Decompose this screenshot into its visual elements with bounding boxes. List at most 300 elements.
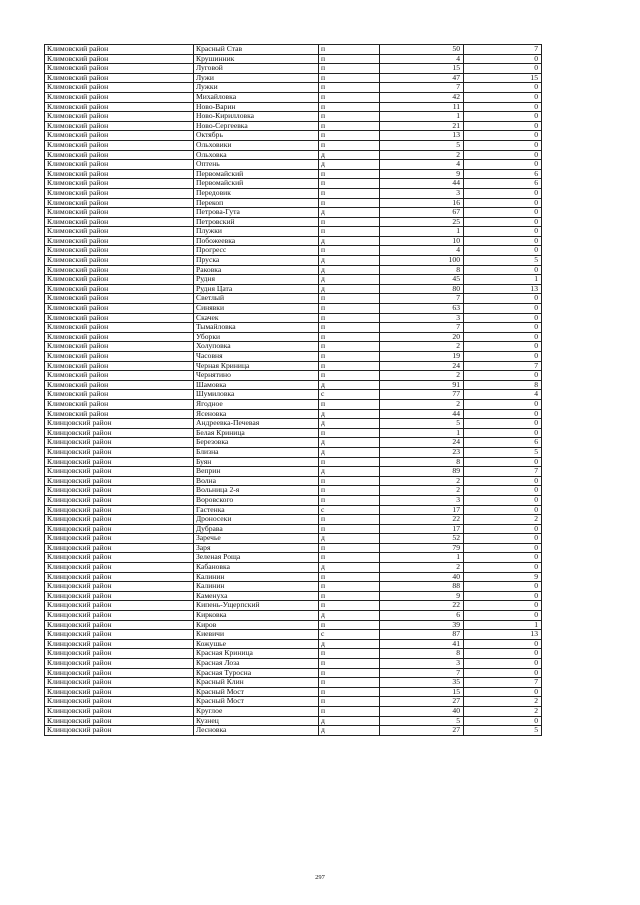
- table-row: [45, 659, 542, 669]
- type-cell: п: [319, 246, 380, 256]
- district-cell: Клинцовский район: [45, 706, 194, 716]
- value-a-cell: 24: [380, 438, 464, 448]
- type-cell: п: [319, 323, 380, 333]
- value-a-cell: 17: [380, 524, 464, 534]
- district-cell: Климовский район: [45, 284, 194, 294]
- district-cell: Климовский район: [45, 294, 194, 304]
- settlement-cell: Дроносеки: [194, 515, 319, 525]
- district-cell: Клинцовский район: [45, 668, 194, 678]
- value-a-cell: 20: [380, 332, 464, 342]
- type-cell: п: [319, 543, 380, 553]
- value-b-cell: 0: [464, 246, 542, 256]
- type-cell: п: [319, 179, 380, 189]
- settlement-cell: Веприн: [194, 467, 319, 477]
- table-row: [45, 563, 542, 573]
- type-cell: п: [319, 352, 380, 362]
- district-cell: Клинцовский район: [45, 659, 194, 669]
- table-row: [45, 668, 542, 678]
- value-a-cell: 40: [380, 572, 464, 582]
- value-a-cell: 5: [380, 716, 464, 726]
- district-cell: Климовский район: [45, 198, 194, 208]
- settlement-cell: Красный Мост: [194, 697, 319, 707]
- settlement-cell: Кабановка: [194, 563, 319, 573]
- type-cell: п: [319, 102, 380, 112]
- district-cell: Климовский район: [45, 188, 194, 198]
- value-a-cell: 89: [380, 467, 464, 477]
- table-row: [45, 265, 542, 275]
- district-cell: Климовский район: [45, 217, 194, 227]
- table-row: [45, 83, 542, 93]
- value-b-cell: 4: [464, 390, 542, 400]
- settlement-cell: Шамовка: [194, 380, 319, 390]
- type-cell: п: [319, 697, 380, 707]
- value-a-cell: 6: [380, 611, 464, 621]
- type-cell: п: [319, 64, 380, 74]
- table-row: [45, 112, 542, 122]
- table-row: [45, 457, 542, 467]
- value-b-cell: 0: [464, 409, 542, 419]
- district-cell: Климовский район: [45, 169, 194, 179]
- value-b-cell: 7: [464, 678, 542, 688]
- table-row: [45, 706, 542, 716]
- page-number: 297: [315, 874, 325, 881]
- value-a-cell: 41: [380, 639, 464, 649]
- district-cell: Клинцовский район: [45, 639, 194, 649]
- type-cell: с: [319, 505, 380, 515]
- table-row: [45, 102, 542, 112]
- type-cell: д: [319, 236, 380, 246]
- type-cell: д: [319, 716, 380, 726]
- district-cell: Климовский район: [45, 73, 194, 83]
- value-b-cell: 6: [464, 438, 542, 448]
- value-b-cell: 2: [464, 697, 542, 707]
- settlement-cell: Рудня: [194, 275, 319, 285]
- table-row: [45, 227, 542, 237]
- type-cell: п: [319, 582, 380, 592]
- table-row: [45, 543, 542, 553]
- table-row: [45, 447, 542, 457]
- value-a-cell: 2: [380, 371, 464, 381]
- value-b-cell: 2: [464, 706, 542, 716]
- settlement-cell: Октябрь: [194, 131, 319, 141]
- district-cell: Клинцовский район: [45, 553, 194, 563]
- settlement-cell: Каменуха: [194, 591, 319, 601]
- table-row: [45, 208, 542, 218]
- type-cell: п: [319, 121, 380, 131]
- value-b-cell: 0: [464, 428, 542, 438]
- table-row: [45, 620, 542, 630]
- value-b-cell: 0: [464, 659, 542, 669]
- settlement-cell: Андреевка-Печевая: [194, 419, 319, 429]
- value-a-cell: 2: [380, 150, 464, 160]
- district-cell: Климовский район: [45, 92, 194, 102]
- settlement-cell: Черная Криница: [194, 361, 319, 371]
- value-b-cell: 5: [464, 256, 542, 266]
- value-b-cell: 0: [464, 121, 542, 131]
- settlement-cell: Зеленая Роща: [194, 553, 319, 563]
- type-cell: п: [319, 495, 380, 505]
- type-cell: п: [319, 649, 380, 659]
- settlement-cell: Оптень: [194, 160, 319, 170]
- value-b-cell: 9: [464, 572, 542, 582]
- settlement-cell: Уборки: [194, 332, 319, 342]
- type-cell: п: [319, 304, 380, 314]
- type-cell: д: [319, 380, 380, 390]
- district-cell: Климовский район: [45, 64, 194, 74]
- value-b-cell: 7: [464, 467, 542, 477]
- district-cell: Клинцовский район: [45, 716, 194, 726]
- settlement-cell: Ново-Кирилловка: [194, 112, 319, 122]
- value-a-cell: 2: [380, 486, 464, 496]
- value-b-cell: 0: [464, 92, 542, 102]
- type-cell: п: [319, 371, 380, 381]
- district-cell: Клинцовский район: [45, 534, 194, 544]
- district-cell: Клинцовский район: [45, 582, 194, 592]
- table-row: [45, 73, 542, 83]
- type-cell: п: [319, 601, 380, 611]
- value-a-cell: 1: [380, 112, 464, 122]
- table-row: [45, 726, 542, 736]
- settlement-cell: Кожушье: [194, 639, 319, 649]
- value-a-cell: 5: [380, 419, 464, 429]
- type-cell: д: [319, 150, 380, 160]
- settlement-cell: Красная Туросна: [194, 668, 319, 678]
- type-cell: п: [319, 131, 380, 141]
- value-b-cell: 0: [464, 342, 542, 352]
- table-row: [45, 294, 542, 304]
- type-cell: д: [319, 275, 380, 285]
- value-a-cell: 77: [380, 390, 464, 400]
- value-b-cell: 13: [464, 630, 542, 640]
- value-a-cell: 3: [380, 188, 464, 198]
- value-a-cell: 88: [380, 582, 464, 592]
- district-cell: Клинцовский район: [45, 697, 194, 707]
- value-b-cell: 6: [464, 179, 542, 189]
- type-cell: п: [319, 169, 380, 179]
- value-a-cell: 8: [380, 265, 464, 275]
- settlement-cell: Шумиловка: [194, 390, 319, 400]
- value-a-cell: 35: [380, 678, 464, 688]
- settlement-cell: Красный Клин: [194, 678, 319, 688]
- value-b-cell: 0: [464, 639, 542, 649]
- value-a-cell: 27: [380, 697, 464, 707]
- settlement-cell: Красный Мост: [194, 687, 319, 697]
- settlement-cell: Пруска: [194, 256, 319, 266]
- table-row: [45, 131, 542, 141]
- district-cell: Клинцовский район: [45, 601, 194, 611]
- district-cell: Климовский район: [45, 236, 194, 246]
- type-cell: д: [319, 639, 380, 649]
- value-b-cell: 0: [464, 534, 542, 544]
- settlement-cell: Вольница 2-я: [194, 486, 319, 496]
- value-b-cell: 0: [464, 313, 542, 323]
- district-cell: Климовский район: [45, 112, 194, 122]
- type-cell: п: [319, 92, 380, 102]
- table-row: [45, 678, 542, 688]
- value-b-cell: 0: [464, 188, 542, 198]
- value-a-cell: 80: [380, 284, 464, 294]
- type-cell: п: [319, 361, 380, 371]
- value-b-cell: 15: [464, 73, 542, 83]
- value-a-cell: 4: [380, 246, 464, 256]
- district-cell: Клинцовский район: [45, 419, 194, 429]
- table-row: [45, 716, 542, 726]
- district-cell: Клинцовский район: [45, 476, 194, 486]
- value-b-cell: 0: [464, 198, 542, 208]
- value-a-cell: 4: [380, 160, 464, 170]
- value-a-cell: 1: [380, 553, 464, 563]
- value-b-cell: 1: [464, 275, 542, 285]
- district-cell: Климовский район: [45, 160, 194, 170]
- value-a-cell: 91: [380, 380, 464, 390]
- settlement-cell: Перекоп: [194, 198, 319, 208]
- table-row: [45, 505, 542, 515]
- type-cell: п: [319, 678, 380, 688]
- table-row: [45, 352, 542, 362]
- value-a-cell: 44: [380, 409, 464, 419]
- value-a-cell: 7: [380, 323, 464, 333]
- settlement-cell: Воровского: [194, 495, 319, 505]
- value-b-cell: 0: [464, 371, 542, 381]
- district-cell: Климовский район: [45, 313, 194, 323]
- value-a-cell: 19: [380, 352, 464, 362]
- type-cell: п: [319, 73, 380, 83]
- table-row: [45, 399, 542, 409]
- settlement-cell: Калинин: [194, 582, 319, 592]
- table-row: [45, 342, 542, 352]
- type-cell: п: [319, 659, 380, 669]
- value-b-cell: 0: [464, 457, 542, 467]
- settlement-cell: Лесновка: [194, 726, 319, 736]
- type-cell: с: [319, 390, 380, 400]
- district-cell: Климовский район: [45, 342, 194, 352]
- type-cell: п: [319, 668, 380, 678]
- value-a-cell: 2: [380, 476, 464, 486]
- value-a-cell: 2: [380, 563, 464, 573]
- district-cell: Клинцовский район: [45, 620, 194, 630]
- table-row: [45, 236, 542, 246]
- type-cell: п: [319, 687, 380, 697]
- settlement-cell: Прогресс: [194, 246, 319, 256]
- table-row: [45, 150, 542, 160]
- value-b-cell: 0: [464, 352, 542, 362]
- table-row: [45, 371, 542, 381]
- table-row: [45, 304, 542, 314]
- settlement-cell: Ягодное: [194, 399, 319, 409]
- value-a-cell: 8: [380, 649, 464, 659]
- settlement-cell: Березовка: [194, 438, 319, 448]
- value-a-cell: 17: [380, 505, 464, 515]
- type-cell: п: [319, 486, 380, 496]
- table-row: [45, 160, 542, 170]
- settlement-cell: Первомайский: [194, 179, 319, 189]
- type-cell: д: [319, 447, 380, 457]
- value-a-cell: 50: [380, 45, 464, 55]
- value-b-cell: 0: [464, 687, 542, 697]
- type-cell: п: [319, 313, 380, 323]
- settlement-cell: Ново-Сергеевка: [194, 121, 319, 131]
- district-cell: Клинцовский район: [45, 457, 194, 467]
- table-row: [45, 332, 542, 342]
- type-cell: п: [319, 620, 380, 630]
- district-cell: Климовский район: [45, 256, 194, 266]
- value-a-cell: 52: [380, 534, 464, 544]
- value-b-cell: 5: [464, 447, 542, 457]
- table-row: [45, 198, 542, 208]
- table-row: [45, 380, 542, 390]
- value-b-cell: 8: [464, 380, 542, 390]
- type-cell: д: [319, 409, 380, 419]
- settlement-cell: Петрова-Гута: [194, 208, 319, 218]
- type-cell: д: [319, 611, 380, 621]
- table-row: [45, 284, 542, 294]
- district-cell: Климовский район: [45, 332, 194, 342]
- settlement-cell: Ольховка: [194, 150, 319, 160]
- table-row: [45, 428, 542, 438]
- district-cell: Климовский район: [45, 390, 194, 400]
- settlement-cell: Луговой: [194, 64, 319, 74]
- settlement-cell: Близна: [194, 447, 319, 457]
- table-row: [45, 553, 542, 563]
- district-cell: Клинцовский район: [45, 591, 194, 601]
- settlement-cell: Побожеевка: [194, 236, 319, 246]
- value-a-cell: 3: [380, 659, 464, 669]
- value-b-cell: 0: [464, 399, 542, 409]
- table-row: [45, 45, 542, 55]
- table-row: [45, 486, 542, 496]
- type-cell: п: [319, 217, 380, 227]
- value-b-cell: 0: [464, 131, 542, 141]
- settlement-cell: Волна: [194, 476, 319, 486]
- value-b-cell: 0: [464, 323, 542, 333]
- table-row: [45, 323, 542, 333]
- value-b-cell: 0: [464, 419, 542, 429]
- type-cell: п: [319, 45, 380, 55]
- settlement-cell: Красная Лоза: [194, 659, 319, 669]
- value-a-cell: 87: [380, 630, 464, 640]
- type-cell: с: [319, 630, 380, 640]
- value-a-cell: 10: [380, 236, 464, 246]
- district-cell: Климовский район: [45, 246, 194, 256]
- table-row: [45, 361, 542, 371]
- district-cell: Клинцовский район: [45, 563, 194, 573]
- value-b-cell: 0: [464, 112, 542, 122]
- table-row: [45, 54, 542, 64]
- value-b-cell: 0: [464, 505, 542, 515]
- value-b-cell: 0: [464, 591, 542, 601]
- value-b-cell: 0: [464, 543, 542, 553]
- district-cell: Климовский район: [45, 361, 194, 371]
- type-cell: п: [319, 476, 380, 486]
- district-cell: Климовский район: [45, 179, 194, 189]
- table-row: [45, 438, 542, 448]
- settlement-cell: Холуповка: [194, 342, 319, 352]
- district-cell: Климовский район: [45, 352, 194, 362]
- table-row: [45, 649, 542, 659]
- table-row: [45, 121, 542, 131]
- settlement-cell: Передовик: [194, 188, 319, 198]
- value-a-cell: 11: [380, 102, 464, 112]
- type-cell: п: [319, 227, 380, 237]
- value-a-cell: 1: [380, 227, 464, 237]
- district-cell: Клинцовский район: [45, 572, 194, 582]
- data-table: [44, 44, 542, 736]
- table-row: [45, 687, 542, 697]
- value-b-cell: 0: [464, 582, 542, 592]
- table-row: [45, 630, 542, 640]
- settlement-cell: Скачек: [194, 313, 319, 323]
- value-a-cell: 5: [380, 140, 464, 150]
- value-b-cell: 6: [464, 169, 542, 179]
- value-a-cell: 4: [380, 54, 464, 64]
- table-row: [45, 217, 542, 227]
- type-cell: п: [319, 83, 380, 93]
- value-a-cell: 1: [380, 428, 464, 438]
- district-cell: Климовский район: [45, 304, 194, 314]
- district-cell: Климовский район: [45, 102, 194, 112]
- table-row: [45, 572, 542, 582]
- table-row: [45, 169, 542, 179]
- district-cell: Клинцовский район: [45, 428, 194, 438]
- type-cell: д: [319, 265, 380, 275]
- table-row: [45, 639, 542, 649]
- value-b-cell: 0: [464, 227, 542, 237]
- value-b-cell: 5: [464, 726, 542, 736]
- type-cell: п: [319, 332, 380, 342]
- district-cell: Клинцовский район: [45, 467, 194, 477]
- value-b-cell: 0: [464, 495, 542, 505]
- value-b-cell: 7: [464, 361, 542, 371]
- settlement-cell: Крушинник: [194, 54, 319, 64]
- table-row: [45, 467, 542, 477]
- value-b-cell: 0: [464, 524, 542, 534]
- district-cell: Климовский район: [45, 380, 194, 390]
- value-b-cell: 0: [464, 140, 542, 150]
- settlement-cell: Заречье: [194, 534, 319, 544]
- value-b-cell: 0: [464, 668, 542, 678]
- value-a-cell: 44: [380, 179, 464, 189]
- table-row: [45, 313, 542, 323]
- settlement-cell: Красная Криница: [194, 649, 319, 659]
- table-row: [45, 409, 542, 419]
- value-b-cell: 0: [464, 265, 542, 275]
- type-cell: п: [319, 112, 380, 122]
- type-cell: п: [319, 428, 380, 438]
- settlement-cell: Белая Криница: [194, 428, 319, 438]
- type-cell: п: [319, 572, 380, 582]
- value-b-cell: 0: [464, 476, 542, 486]
- district-cell: Климовский район: [45, 150, 194, 160]
- district-cell: Клинцовский район: [45, 678, 194, 688]
- district-cell: Климовский район: [45, 227, 194, 237]
- value-a-cell: 8: [380, 457, 464, 467]
- settlement-cell: Заря: [194, 543, 319, 553]
- table-row: [45, 697, 542, 707]
- value-b-cell: 13: [464, 284, 542, 294]
- value-a-cell: 3: [380, 495, 464, 505]
- type-cell: п: [319, 591, 380, 601]
- value-b-cell: 0: [464, 563, 542, 573]
- value-a-cell: 7: [380, 83, 464, 93]
- value-b-cell: 0: [464, 304, 542, 314]
- table-row: [45, 582, 542, 592]
- table-row: [45, 495, 542, 505]
- table-row: [45, 92, 542, 102]
- settlement-cell: Тымайловка: [194, 323, 319, 333]
- settlement-cell: Ясеновка: [194, 409, 319, 419]
- table-row: [45, 275, 542, 285]
- value-a-cell: 63: [380, 304, 464, 314]
